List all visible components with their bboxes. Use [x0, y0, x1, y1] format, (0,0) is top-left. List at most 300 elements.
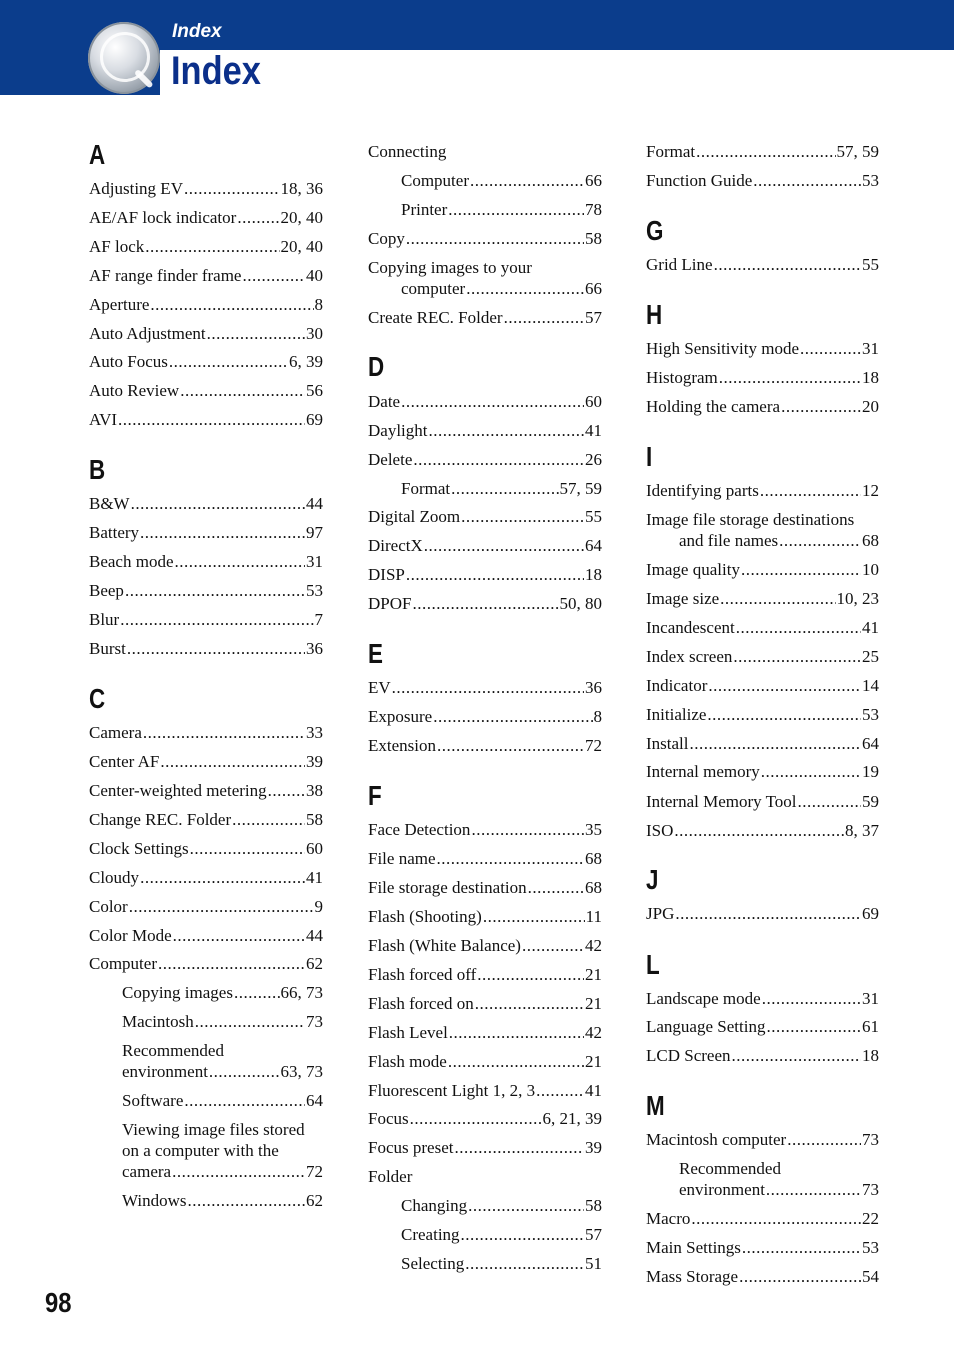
- index-subentry: [401, 1253, 602, 1274]
- entry-line: [368, 1108, 602, 1129]
- entry-page-ref: 57: [585, 1225, 602, 1244]
- entry-term: Function Guide: [646, 171, 753, 190]
- dot-leader: [209, 1061, 280, 1082]
- entry-line: [368, 706, 602, 727]
- index-column-1: [89, 0, 323, 1357]
- entry-page-ref: 69: [306, 410, 323, 429]
- dot-leader: [528, 877, 584, 898]
- dot-leader: [475, 993, 584, 1014]
- index-entry: [646, 646, 879, 667]
- dot-leader: [468, 1195, 584, 1216]
- index-entry: [368, 1022, 602, 1043]
- index-column-2: [368, 0, 602, 1357]
- dot-leader: [787, 1129, 861, 1150]
- dot-leader: [127, 638, 305, 659]
- entry-line: [646, 675, 879, 696]
- index-entry: [368, 257, 602, 299]
- index-letter-heading: E: [368, 638, 383, 669]
- dot-leader: [483, 906, 585, 927]
- index-subentry: [122, 1040, 323, 1082]
- index-entry: [368, 706, 602, 727]
- entry-line: [646, 733, 879, 754]
- dot-leader: [143, 722, 305, 743]
- dot-leader: [429, 420, 585, 441]
- dot-leader: [477, 964, 584, 985]
- entry-page-ref: 55: [862, 255, 879, 274]
- entry-page-ref: 14: [862, 676, 879, 695]
- entry-line: [368, 141, 602, 162]
- entry-line: [89, 351, 323, 372]
- entry-page-ref: 18: [862, 1046, 879, 1065]
- entry-term: Auto Adjustment: [89, 324, 206, 343]
- entry-page-ref: 53: [862, 1238, 879, 1257]
- index-subentry: [401, 199, 602, 220]
- index-letter-heading: C: [89, 683, 106, 714]
- entry-page-ref: 53: [306, 581, 323, 600]
- entry-term: Indicator: [646, 676, 708, 695]
- entry-term: Date: [368, 392, 401, 411]
- index-entry: [89, 294, 323, 315]
- entry-page-ref: 40: [306, 266, 323, 285]
- dot-leader: [190, 838, 305, 859]
- entry-line: [368, 677, 602, 698]
- index-entry: [368, 1166, 602, 1187]
- entry-page-ref: 58: [585, 229, 602, 248]
- entry-page-ref: 57: [585, 308, 602, 327]
- entry-term: Macro: [646, 1209, 691, 1228]
- entry-term: Color Mode: [89, 926, 172, 945]
- index-entry: [368, 449, 602, 470]
- dot-leader: [800, 338, 861, 359]
- index-entry: [646, 1266, 879, 1287]
- entry-page-ref: 41: [585, 421, 602, 440]
- entry-term: Aperture: [89, 295, 150, 314]
- entry-term: Copying images to your: [368, 258, 532, 277]
- entry-page-ref: 62: [306, 1191, 323, 1210]
- index-entry: [89, 580, 323, 601]
- entry-line: [368, 228, 602, 249]
- entry-term: Flash forced off: [368, 965, 477, 984]
- entry-page-ref: 68: [862, 531, 879, 550]
- entry-page-ref: 97: [306, 523, 323, 542]
- entry-term: Face Detection: [368, 820, 471, 839]
- dot-leader: [732, 1045, 861, 1066]
- entry-term: B&W: [89, 494, 130, 513]
- index-entry: [368, 307, 602, 328]
- index-entry: [368, 506, 602, 527]
- entry-term-continued: and file names: [679, 531, 779, 550]
- entry-page-ref: 73: [862, 1130, 879, 1149]
- dot-leader: [466, 278, 584, 299]
- index-entry: [89, 409, 323, 430]
- index-entry: [368, 677, 602, 698]
- entry-line: [368, 1051, 602, 1072]
- index-entry: [89, 925, 323, 946]
- index-entry: [89, 896, 323, 917]
- entry-term: Computer: [89, 954, 157, 973]
- index-entry: [368, 564, 602, 585]
- entry-page-ref: 51: [585, 1254, 602, 1273]
- entry-line: [368, 535, 602, 556]
- dot-leader: [719, 367, 861, 388]
- entry-term: Color: [89, 897, 128, 916]
- dot-leader: [412, 593, 558, 614]
- dot-leader: [234, 982, 280, 1003]
- index-entry: [646, 1016, 879, 1037]
- entry-page-ref: 72: [585, 736, 602, 755]
- page-title: Index: [171, 49, 261, 93]
- entry-term: Flash Level: [368, 1023, 448, 1042]
- entry-page-ref: 19: [862, 762, 879, 781]
- entry-line: [89, 780, 323, 801]
- entry-term: Flash (White Balance): [368, 936, 521, 955]
- entry-line: [401, 1224, 602, 1245]
- entry-line: [122, 1190, 323, 1211]
- entry-term: Copy: [368, 229, 405, 248]
- entry-term: Software: [122, 1091, 184, 1110]
- entry-term: Folder: [368, 1167, 413, 1186]
- entry-page-ref: 44: [306, 926, 323, 945]
- entry-line: [89, 493, 323, 514]
- entry-term: Flash forced on: [368, 994, 474, 1013]
- index-entry: [646, 1045, 879, 1066]
- entry-line: [89, 236, 323, 257]
- index-subentry: [122, 1090, 323, 1111]
- entry-page-ref: 56: [306, 381, 323, 400]
- dot-leader: [536, 1080, 584, 1101]
- entry-page-ref: 18, 36: [280, 179, 323, 198]
- index-entry: [368, 993, 602, 1014]
- entry-line: [679, 1179, 879, 1200]
- entry-term: Computer: [401, 171, 469, 190]
- entry-page-ref: 8: [314, 295, 323, 314]
- dot-leader: [160, 751, 305, 772]
- entry-term: Beach mode: [89, 552, 174, 571]
- index-entry: [646, 733, 879, 754]
- entry-line: [646, 480, 879, 501]
- entry-line: [368, 964, 602, 985]
- index-entry: [646, 903, 879, 924]
- entry-line: [368, 391, 602, 412]
- dot-leader: [448, 199, 584, 220]
- entry-page-ref: 11: [585, 907, 602, 926]
- dot-leader: [733, 646, 861, 667]
- entry-page-ref: 54: [862, 1267, 879, 1286]
- entry-page-ref: 63, 73: [280, 1062, 323, 1081]
- entry-term: Holding the camera: [646, 397, 781, 416]
- entry-page-ref: 66: [585, 279, 602, 298]
- index-entry: [89, 207, 323, 228]
- dot-leader: [448, 1051, 584, 1072]
- dot-leader: [207, 323, 305, 344]
- index-entry: [646, 1208, 879, 1229]
- entry-line: [368, 420, 602, 441]
- dot-leader: [707, 704, 861, 725]
- dot-leader: [753, 170, 861, 191]
- index-letter-heading: F: [368, 780, 382, 811]
- entry-line: [89, 409, 323, 430]
- index-subentry: [401, 478, 602, 499]
- entry-page-ref: 60: [585, 392, 602, 411]
- entry-term: Auto Focus: [89, 352, 168, 371]
- entry-line: [89, 294, 323, 315]
- index-entry: [646, 617, 879, 638]
- dot-leader: [125, 580, 305, 601]
- dot-leader: [242, 265, 305, 286]
- entry-term: Main Settings: [646, 1238, 741, 1257]
- index-entry: [89, 236, 323, 257]
- entry-page-ref: 21: [585, 994, 602, 1013]
- dot-leader: [129, 896, 314, 917]
- index-entry: [368, 1108, 602, 1129]
- entry-term: Mass Storage: [646, 1267, 739, 1286]
- index-entry: [646, 559, 879, 580]
- entry-page-ref: 6, 21, 39: [542, 1109, 602, 1128]
- entry-line: [646, 1129, 879, 1150]
- dot-leader: [158, 953, 305, 974]
- index-entry: [368, 964, 602, 985]
- entry-page-ref: 78: [585, 200, 602, 219]
- dot-leader: [762, 988, 861, 1009]
- entry-page-ref: 44: [306, 494, 323, 513]
- entry-page-ref: 66: [585, 171, 602, 190]
- entry-line: [122, 982, 323, 1003]
- entry-term: Recommended: [122, 1041, 224, 1060]
- index-subentry: [122, 1119, 323, 1182]
- entry-page-ref: 20: [862, 397, 879, 416]
- entry-line: [89, 265, 323, 286]
- entry-page-ref: 41: [862, 618, 879, 637]
- index-entry: [368, 535, 602, 556]
- entry-page-ref: 30: [306, 324, 323, 343]
- dot-leader: [140, 522, 305, 543]
- index-letter-heading: A: [89, 139, 106, 170]
- dot-leader: [410, 1108, 542, 1129]
- index-entry: [646, 761, 879, 782]
- dot-leader: [766, 1179, 861, 1200]
- entry-line: [368, 1166, 602, 1187]
- entry-term: AF range finder frame: [89, 266, 242, 285]
- index-entry: [646, 1129, 879, 1150]
- index-entry: [646, 820, 879, 841]
- entry-line: [646, 530, 879, 551]
- entry-term: DirectX: [368, 536, 423, 555]
- entry-term: Blur: [89, 610, 120, 629]
- dot-leader: [470, 170, 584, 191]
- entry-line: [368, 848, 602, 869]
- entry-term: Recommended: [679, 1159, 781, 1178]
- entry-term: LCD Screen: [646, 1046, 731, 1065]
- entry-page-ref: 33: [306, 723, 323, 742]
- entry-term: Windows: [122, 1191, 187, 1210]
- entry-page-ref: 31: [862, 989, 879, 1008]
- entry-page-ref: 53: [862, 171, 879, 190]
- entry-line: [368, 993, 602, 1014]
- dot-leader: [674, 820, 844, 841]
- dot-leader: [406, 564, 584, 585]
- entry-page-ref: 59: [862, 792, 879, 811]
- entry-line: [89, 323, 323, 344]
- dot-leader: [761, 761, 861, 782]
- entry-term: Daylight: [368, 421, 428, 440]
- entry-page-ref: 62: [306, 954, 323, 973]
- index-letter-heading: I: [646, 441, 653, 472]
- entry-term: JPG: [646, 904, 675, 923]
- dot-leader: [173, 925, 305, 946]
- entry-term: High Sensitivity mode: [646, 339, 799, 358]
- dot-leader: [766, 1016, 861, 1037]
- dot-leader: [760, 480, 861, 501]
- dot-leader: [180, 380, 305, 401]
- entry-line: [368, 506, 602, 527]
- entry-term: Index screen: [646, 647, 733, 666]
- entry-line: [368, 449, 602, 470]
- entry-page-ref: 31: [306, 552, 323, 571]
- entry-page-ref: 12: [862, 481, 879, 500]
- dot-leader: [696, 141, 835, 162]
- dot-leader: [424, 535, 584, 556]
- entry-page-ref: 68: [585, 849, 602, 868]
- entry-term: Clock Settings: [89, 839, 189, 858]
- index-entry: [368, 1080, 602, 1101]
- dot-leader: [471, 819, 584, 840]
- entry-line: [646, 704, 879, 725]
- entry-term: Image quality: [646, 560, 740, 579]
- dot-leader: [187, 1190, 305, 1211]
- entry-term: DPOF: [368, 594, 412, 613]
- index-entry: [646, 254, 879, 275]
- dot-leader: [741, 559, 861, 580]
- entry-line: [646, 791, 879, 812]
- dot-leader: [175, 551, 306, 572]
- dot-leader: [742, 1237, 861, 1258]
- entry-term: Exposure: [368, 707, 433, 726]
- entry-term: Install: [646, 734, 689, 753]
- entry-line: [122, 1011, 323, 1032]
- entry-term: Center-weighted metering: [89, 781, 267, 800]
- entry-page-ref: 39: [585, 1138, 602, 1157]
- entry-line: [646, 170, 879, 191]
- entry-page-ref: 53: [862, 705, 879, 724]
- dot-leader: [798, 791, 861, 812]
- entry-page-ref: 22: [862, 1209, 879, 1228]
- entry-term: Extension: [368, 736, 436, 755]
- entry-term: Format: [401, 479, 451, 498]
- entry-page-ref: 64: [862, 734, 879, 753]
- entry-line: [401, 170, 602, 191]
- entry-page-ref: 8, 37: [845, 821, 879, 840]
- dot-leader: [465, 1253, 584, 1274]
- dot-leader: [392, 677, 584, 698]
- entry-page-ref: 25: [862, 647, 879, 666]
- entry-term: Initialize: [646, 705, 707, 724]
- index-entry: [646, 480, 879, 501]
- entry-line: [646, 903, 879, 924]
- dot-leader: [184, 1090, 305, 1111]
- index-entry: [646, 509, 879, 551]
- entry-line: [401, 199, 602, 220]
- dot-leader: [779, 530, 861, 551]
- index-entry: [646, 141, 879, 162]
- index-entry: [89, 265, 323, 286]
- index-entry: [646, 704, 879, 725]
- index-entry: [89, 351, 323, 372]
- entry-line: [646, 254, 879, 275]
- entry-term: Grid Line: [646, 255, 713, 274]
- dot-leader: [268, 780, 305, 801]
- entry-page-ref: 58: [306, 810, 323, 829]
- entry-line: [368, 1022, 602, 1043]
- entry-page-ref: 8: [593, 707, 602, 726]
- dot-leader: [449, 1022, 584, 1043]
- index-subentry: [679, 1158, 879, 1200]
- dot-leader: [406, 228, 584, 249]
- dot-leader: [720, 588, 835, 609]
- entry-line: [646, 338, 879, 359]
- index-entry: [368, 593, 602, 614]
- dot-leader: [781, 396, 861, 417]
- entry-term: File storage destination: [368, 878, 527, 897]
- index-subentry: [401, 170, 602, 191]
- dot-leader: [461, 506, 584, 527]
- entry-term: Changing: [401, 1196, 468, 1215]
- entry-page-ref: 7: [314, 610, 323, 629]
- entry-term: File name: [368, 849, 436, 868]
- entry-term: EV: [368, 678, 391, 697]
- entry-line: [89, 580, 323, 601]
- entry-line: [89, 953, 323, 974]
- entry-term: Selecting: [401, 1254, 465, 1273]
- entry-term: DISP: [368, 565, 405, 584]
- index-entry: [368, 391, 602, 412]
- index-letter-heading: H: [646, 299, 663, 330]
- index-letter-heading: B: [89, 454, 106, 485]
- dot-leader: [739, 1266, 861, 1287]
- index-subentry: [122, 1011, 323, 1032]
- entry-line: [89, 609, 323, 630]
- dot-leader: [184, 178, 280, 199]
- entry-page-ref: 36: [306, 639, 323, 658]
- index-entry: [89, 178, 323, 199]
- index-entry: [89, 780, 323, 801]
- entry-term: Macintosh computer: [646, 1130, 787, 1149]
- entry-line: [89, 925, 323, 946]
- index-entry: [368, 935, 602, 956]
- index-entry: [89, 867, 323, 888]
- entry-term: Focus preset: [368, 1138, 454, 1157]
- entry-term: Image size: [646, 589, 720, 608]
- entry-page-ref: 64: [306, 1091, 323, 1110]
- index-letter-heading: M: [646, 1090, 665, 1121]
- dot-leader: [675, 903, 861, 924]
- index-subentry: [401, 1224, 602, 1245]
- section-label: Index: [172, 21, 222, 42]
- entry-line: [89, 867, 323, 888]
- entry-line: [368, 593, 602, 614]
- entry-term: Flash (Shooting): [368, 907, 482, 926]
- entry-page-ref: 60: [306, 839, 323, 858]
- dot-leader: [131, 493, 305, 514]
- entry-page-ref: 36: [585, 678, 602, 697]
- entry-term: AF lock: [89, 237, 145, 256]
- entry-line: [89, 809, 323, 830]
- index-column-3: [646, 0, 879, 1357]
- entry-line: [368, 735, 602, 756]
- index-entry: [89, 493, 323, 514]
- entry-page-ref: 38: [306, 781, 323, 800]
- entry-line: [89, 207, 323, 228]
- index-entry: [646, 396, 879, 417]
